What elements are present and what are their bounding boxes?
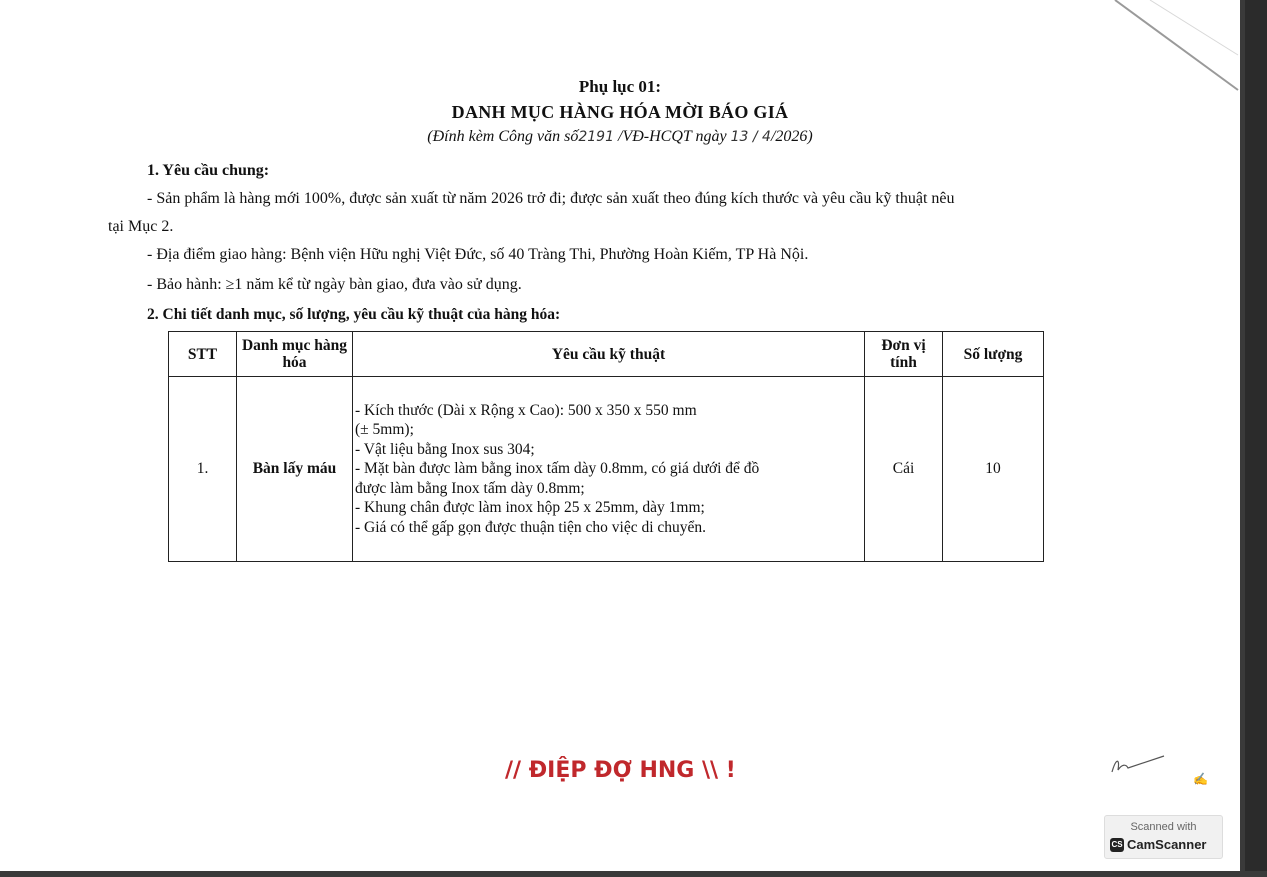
- camscanner-badge: [1104, 815, 1223, 859]
- header-qty: Số lượng: [943, 332, 1044, 377]
- header-unit: Đơn vị tính: [865, 332, 943, 377]
- spec-line: được làm bằng Inox tấm dày 0.8mm;: [355, 479, 585, 497]
- document-subtitle: [0, 128, 1240, 146]
- section2-heading: 2. Chi tiết danh mục, số lượng, yêu cầu kỹ thuật của hàng hóa:: [147, 306, 561, 323]
- signature-mark: [1108, 752, 1168, 780]
- header-spec: Yêu cầu kỹ thuật: [353, 332, 865, 377]
- subtitle-mid: /VĐ-HCQT ngày: [618, 128, 727, 145]
- table-header-row: [169, 332, 1044, 377]
- spec-line: - Mặt bàn được làm bằng inox tấm dày 0.8mm, có giá dưới để đồ: [355, 460, 760, 478]
- initial-mark: ✍: [1193, 772, 1208, 786]
- requirement-line-2: - Địa điểm giao hàng: Bệnh viện Hữu nghị Việt Đức, số 40 Tràng Thi, Phường Hoàn Kiếm, TP Hà Nội.: [147, 246, 809, 263]
- document-title: DANH MỤC HÀNG HÓA MỜI BÁO GIÁ: [451, 102, 789, 122]
- requirement-line-3: - Bảo hành: ≥1 năm kể từ ngày bàn giao, đưa vào sử dụng.: [147, 276, 522, 293]
- cell-item: Bàn lấy máu: [237, 377, 353, 562]
- spec-line: - Vật liệu bằng Inox sus 304;: [355, 440, 535, 458]
- subtitle-suffix: /2026): [770, 128, 813, 145]
- camscanner-logo-icon: CS: [1110, 838, 1124, 852]
- appendix-label: Phụ lục 01:: [578, 77, 662, 96]
- cell-qty: 10: [943, 377, 1044, 562]
- section1-heading: 1. Yêu cầu chung:: [147, 162, 270, 179]
- header-stt: STT: [169, 332, 237, 377]
- cell-spec: [353, 377, 865, 562]
- spec-line: - Khung chân được làm inox hộp 25 x 25mm, dày 1mm;: [355, 499, 705, 517]
- camscanner-name: CamScanner: [1127, 837, 1207, 852]
- spec-line: - Giá có thể gấp gọn được thuận tiện cho việc di chuyển.: [355, 518, 707, 536]
- window-edge-bottom: [0, 871, 1267, 877]
- items-table: [168, 331, 1044, 562]
- cell-stt: 1.: [169, 377, 237, 562]
- subtitle-prefix: (Đính kèm Công văn số: [427, 128, 579, 145]
- header-item: Danh mục hàng hóa: [237, 332, 353, 377]
- table-row: [169, 377, 1044, 562]
- scanned-with-label: Scanned with: [1130, 821, 1197, 833]
- handwritten-doc-number: 2191: [578, 129, 614, 145]
- requirement-line-1: - Sản phẩm là hàng mới 100%, được sản xuất từ năm 2026 trở đi; được sản xuất theo đúng kích thước và yêu cầu kỹ thuật nêu: [147, 190, 955, 207]
- camscanner-brand: [1110, 837, 1206, 852]
- red-stamp-fragment: // ĐIỆP ĐỢ HNG \\ !: [505, 758, 736, 783]
- handwritten-date: 13 / 4: [730, 129, 771, 145]
- cell-unit: Cái: [865, 377, 943, 562]
- requirement-line-1-cont: tại Mục 2.: [108, 218, 174, 235]
- spec-line: - Kích thước (Dài x Rộng x Cao): 500 x 350 x 550 mm: [355, 401, 697, 419]
- window-edge-right: [1240, 0, 1245, 877]
- spec-line: (± 5mm);: [355, 421, 414, 439]
